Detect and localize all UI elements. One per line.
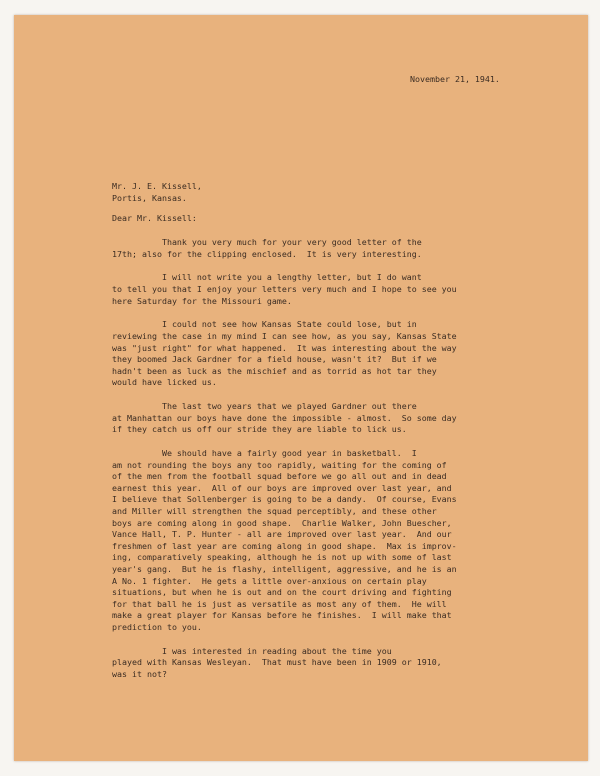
paragraph-line: make a great player for Kansas before he finishes. I will make that — [112, 610, 452, 621]
letter-body — [112, 237, 542, 693]
paragraph-line: I believe that Sollenberger is going to be a dandy. Of course, Evans — [112, 494, 457, 505]
paragraph-line: am not rounding the boys any too rapidly, waiting for the coming of — [112, 459, 447, 470]
paragraph-line: of the men from the football squad before we go all out and in dead — [112, 471, 447, 482]
paragraph-line: prediction to you. — [112, 621, 202, 632]
paragraph-line: they boomed Jack Gardner for a field house, wasn't it? But if we — [112, 354, 437, 365]
paragraph-line: situations, but when he is out and on the court driving and fighting — [112, 587, 452, 598]
paragraph-line: year's gang. But he is flashy, intelligent, aggressive, and he is an — [112, 564, 457, 574]
salutation: Dear Mr. Kissell: — [112, 213, 197, 223]
paragraph-line: I was interested in reading about the time you — [112, 645, 392, 656]
paragraph-line: to tell you that I enjoy your letters very much and I hope to see you — [112, 283, 457, 294]
paragraph-line: 17th; also for the clipping enclosed. It is very interesting. — [112, 248, 422, 259]
letter-page — [14, 15, 588, 761]
paragraph-line: was "just right" for what happened. It was interesting about the way — [112, 342, 457, 353]
paragraph-line: We should have a fairly good year in basketball. I — [112, 448, 417, 459]
paragraph-line: here Saturday for the Missouri game. — [112, 295, 292, 306]
paragraph-line: at Manhattan our boys have done the impossible - almost. So some day — [112, 412, 457, 423]
paragraph-line: A No. 1 fighter. He gets a little over-anxious on certain play — [112, 575, 427, 586]
address-line-name: Mr. J. E. Kissell, — [112, 181, 202, 191]
letter-paragraph — [112, 401, 542, 436]
paragraph-line: for that ball he is just as versatile as most any of them. He will — [112, 598, 447, 609]
letter-paragraph — [112, 237, 542, 260]
paragraph-line: was it not? — [112, 668, 167, 679]
paragraph-line: would have licked us. — [112, 377, 217, 388]
letter-paragraph — [112, 272, 542, 307]
paragraph-line: if they catch us off our stride they are liable to lick us. — [112, 424, 407, 435]
paragraph-line: The last two years that we played Gardner out there — [112, 401, 417, 412]
address-line-city: Portis, Kansas. — [112, 192, 187, 203]
paragraph-line: ing, comparatively speaking, although he is not up with some of last — [112, 552, 452, 563]
paragraph-line: reviewing the case in my mind I can see how, as you say, Kansas State — [112, 330, 457, 341]
paragraph-line: I could not see how Kansas State could lose, but in — [112, 319, 417, 330]
letter-paragraph — [112, 646, 542, 681]
paragraph-line: I will not write you a lengthy letter, but I do want — [112, 272, 422, 283]
paragraph-line: boys are coming along in good shape. Charlie Walker, John Buescher, — [112, 517, 452, 528]
paragraph-line: and Miller will strengthen the squad perceptibly, and these other — [112, 506, 437, 517]
letter-paragraph — [112, 319, 542, 389]
recipient-address — [112, 181, 202, 204]
paragraph-line: earnest this year. All of our boys are improved over last year, and — [112, 482, 452, 493]
paragraph-line: played with Kansas Wesleyan. That must have been in 1909 or 1910, — [112, 657, 442, 668]
paragraph-line: Thank you very much for your very good letter of the — [112, 237, 422, 247]
paragraph-line: hadn't been as luck as the mischief and as torrid as hot tar they — [112, 365, 437, 376]
paragraph-line: Vance Hall, T. P. Hunter - all are improved over last year. And our — [112, 529, 452, 540]
paragraph-line: freshmen of last year are coming along in good shape. Max is improv- — [112, 540, 457, 551]
letter-paragraph — [112, 448, 542, 634]
letter-date: November 21, 1941. — [410, 74, 500, 84]
